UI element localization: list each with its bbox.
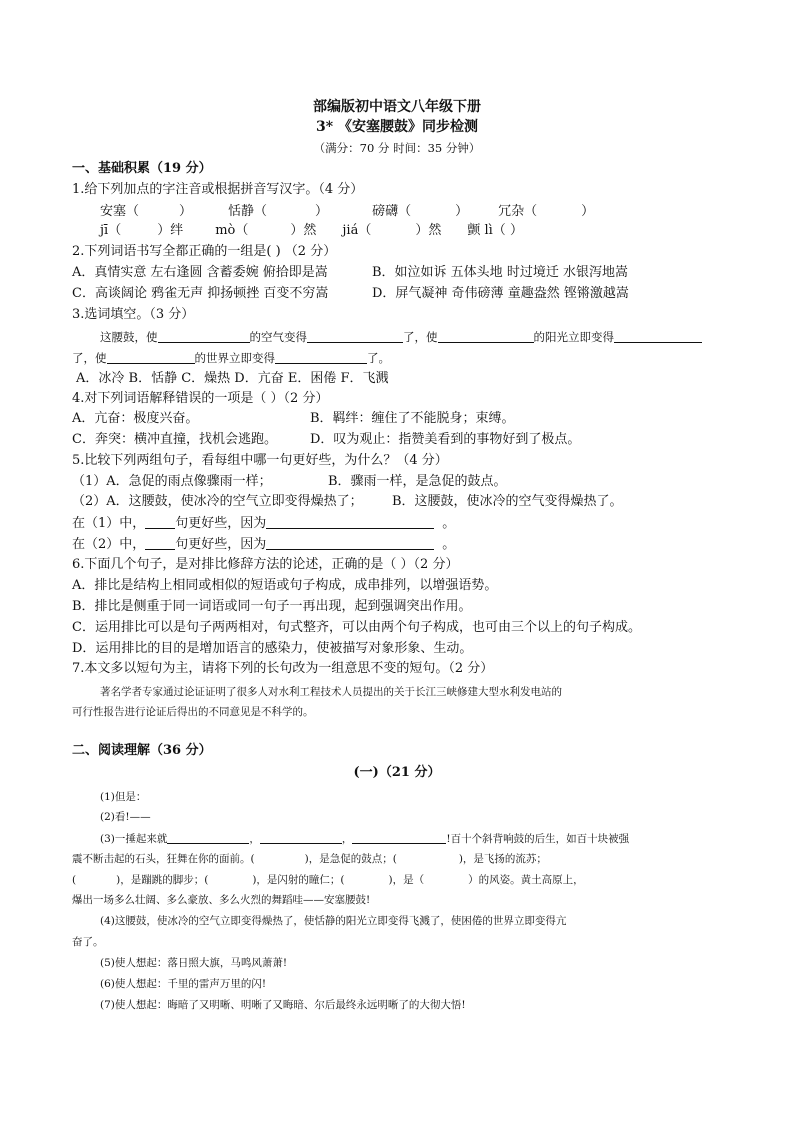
q3-blank[interactable] xyxy=(158,328,250,343)
reading-part-title: (一)（21 分） xyxy=(353,765,441,780)
section-heading-reading: 二、阅读理解（36 分） xyxy=(72,743,212,758)
passage-paragraph-3-line4: 爆出一场多么壮阔、多么豪放、多么火烈的舞蹈哇——安塞腰鼓! xyxy=(72,894,371,906)
q6-option-c: C．运用排比可以是句子两两相对，句式整齐，可以由两个句子构成，也可由三个以上的句子构成。 xyxy=(72,620,641,635)
q4-stem: 4.对下列词语解释错误的一项是（ ）（2 分） xyxy=(72,391,329,406)
q2-option-c: C．高谈阔论 鸦雀无声 抑扬顿挫 百变不穷嵩 xyxy=(72,286,329,301)
q1-item: 安塞（ xyxy=(100,204,140,219)
q2-stem: 2.下列词语书写全都正确的一组是( ) （2 分） xyxy=(72,244,337,259)
q2-option-a: A．真情实意 左右逢圆 含蓄委婉 俯拾即是嵩 xyxy=(72,265,328,280)
q3-line2: 了，使 的世界立即变得 了。 xyxy=(72,351,390,365)
q3-blank[interactable] xyxy=(614,328,702,343)
passage-blank[interactable] xyxy=(260,829,342,844)
q3-blank[interactable] xyxy=(438,328,534,343)
document-title: 部编版初中语文八年级下册 xyxy=(313,99,481,115)
q6-option-b: B．排比是侧重于同一词语或同一句子一再出现，起到强调突出作用。 xyxy=(72,599,472,614)
q7-passage-line1: 著名学者专家通过论证证明了很多人对水利工程技术人员提出的关于长江三峡修建大型水利发电站的 xyxy=(100,686,562,698)
q6-option-a: A．排比是结构上相同或相似的短语或句子构成，成串排列，以增强语势。 xyxy=(72,578,498,593)
q3-blank[interactable] xyxy=(107,349,195,364)
passage-blank[interactable] xyxy=(352,829,446,844)
q5-fill-1: 在（1）中， 句更好些，因为 。 xyxy=(72,516,456,531)
q7-passage-line2: 可行性报告进行论证后得出的不同意见是不科学的。 xyxy=(72,706,314,718)
q7-stem: 7.本文多以短句为主，请将下列的长句改为一组意思不变的短句。（2 分） xyxy=(72,661,494,676)
q5-reason-blank[interactable] xyxy=(266,514,434,529)
q2-option-b: B．如泣如诉 五体头地 时过境迁 水银泻地嵩 xyxy=(372,265,628,280)
passage-paragraph-5: (5)使人想起：落日照大旗，马鸣风萧萧! xyxy=(100,957,288,969)
q5-fill-2: 在（2）中， 句更好些，因为 。 xyxy=(72,537,456,552)
document-subtitle: 3* 《安塞腰鼓》同步检测 xyxy=(316,119,478,135)
section-heading-basics: 一、基础积累（19 分） xyxy=(72,161,212,176)
passage-paragraph-3-line1: (3)一捶起来就 ， ， !百十个斜背响鼓的后生，如百十块被强 xyxy=(100,829,629,848)
q5-choice-blank[interactable] xyxy=(145,535,175,550)
passage-paragraph-6: (6)使人想起：千里的雷声万里的闪! xyxy=(100,978,267,990)
q4-option-d: D．叹为观止：指赞美看到的事物好到了极点。 xyxy=(310,432,581,447)
q1-row1: 安塞（ ） 恬静（ ） 磅礴（ ） 冗杂（ ） xyxy=(100,204,595,219)
q1-stem: 1.给下列加点的字注音或根据拼音写汉字。（4 分） xyxy=(72,182,364,197)
q5-group1-b: B．骤雨一样，是急促的鼓点。 xyxy=(328,474,507,489)
exam-meta: （满分：70 分 时间：35 分钟） xyxy=(313,141,481,155)
passage-paragraph-3-line2: 震不断击起的石头，狂舞在你的面前。( )，是急促的鼓点；( )，是飞扬的流苏； xyxy=(72,853,547,865)
q3-stem: 3.选词填空。（3 分） xyxy=(72,307,195,322)
q1-item: 恬静（ xyxy=(228,204,268,219)
passage-paragraph-4-line2: 奋了。 xyxy=(72,936,104,948)
q5-group1-a: （1）A．急促的雨点像骤雨一样； xyxy=(72,474,272,489)
q1-item: mò（ xyxy=(215,223,249,238)
q1-item: jī（ xyxy=(100,223,122,238)
q1-row2: jī（ ）绊 mò（ ）然 jiá（ ）然 颤 lì（ ） xyxy=(100,223,523,238)
q4-option-c: C．奔突：横冲直撞，找机会逃跑。 xyxy=(72,432,277,447)
q3-line1: 这腰鼓，使 的空气变得 了，使 的阳光立即变得 xyxy=(100,328,702,346)
q3-options: A．冰冷 B．恬静 C．燥热 D．亢奋 E．困倦 F．飞溅 xyxy=(76,371,389,386)
passage-paragraph-2: (2)看!—— xyxy=(100,811,151,823)
passage-paragraph-7: (7)使人想起：晦暗了又明晰、明晰了又晦暗、尔后最终永远明晰了的大彻大悟! xyxy=(100,999,466,1011)
q5-group2-a: （2）A．这腰鼓，使冰冷的空气立即变得燥热了； xyxy=(72,494,363,509)
q1-item: 磅礴（ xyxy=(372,204,412,219)
passage-paragraph-3-line3: ( )，是蹦跳的脚步；( )，是闪射的瞳仁；( )，是（ ）的风姿。黄土高原上， xyxy=(72,874,584,886)
passage-paragraph-4-line1: (4)这腰鼓，使冰冷的空气立即变得燥热了，使恬静的阳光立即变得飞溅了，使困倦的世界立即变得亢 xyxy=(100,915,567,927)
q4-option-b: B．羁绊：缠住了不能脱身；束缚。 xyxy=(310,411,515,426)
q4-option-a: A．亢奋：极度兴奋。 xyxy=(72,411,199,426)
q6-stem: 6.下面几个句子，是对排比修辞方法的论述，正确的是（ ）（2 分） xyxy=(72,557,459,572)
q5-choice-blank[interactable] xyxy=(145,514,175,529)
q1-item: 颤 lì（ ） xyxy=(467,223,523,238)
q2-option-d: D．屏气凝神 奇伟磅薄 童趣盎然 铿锵激越嵩 xyxy=(372,286,629,301)
q1-item: 冗杂（ xyxy=(498,204,538,219)
q5-stem: 5.比较下列两组句子，看每组中哪一句更好些，为什么？（4 分） xyxy=(72,453,448,468)
passage-paragraph-1: (1)但是： xyxy=(100,791,147,803)
q5-reason-blank[interactable] xyxy=(266,535,434,550)
q5-group2-b: B．这腰鼓，使冰冷的空气变得燥热了。 xyxy=(392,494,623,509)
q3-blank[interactable] xyxy=(307,328,403,343)
passage-blank[interactable] xyxy=(167,829,249,844)
q3-blank[interactable] xyxy=(275,349,367,364)
q6-option-d: D．运用排比的目的是增加语言的感染力，使被描写对象形象、生动。 xyxy=(72,641,473,656)
q1-item: jiá（ xyxy=(342,223,372,238)
